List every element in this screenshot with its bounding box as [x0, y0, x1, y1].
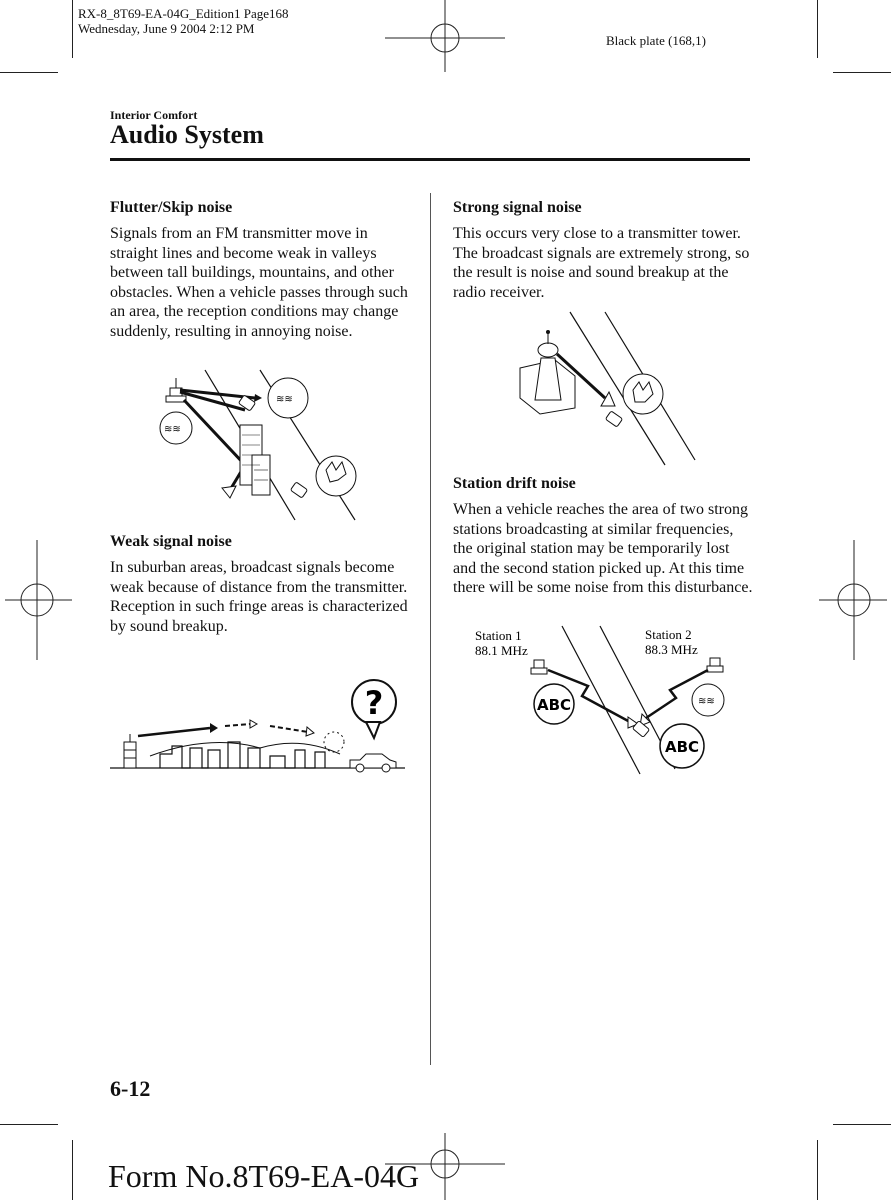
car-icon [350, 754, 396, 772]
weak-body: In suburban areas, broadcast signals become weak because of distance from the transmitter. Reception in such fringe areas is characterized by sound breakup. [110, 559, 408, 635]
flutter-section [110, 198, 410, 341]
flutter-figure [150, 370, 370, 525]
svg-text:≋≋: ≋≋ [276, 394, 293, 405]
station2-freq: 88.3 MHz [645, 642, 698, 657]
drift-body: When a vehicle reaches the area of two strong stations broadcasting at similar frequencies, the original station may be temporarily lost and the second station picked up. At this time there will be some noise from this disturbance. [453, 501, 753, 596]
svg-text:≋≋: ≋≋ [698, 696, 715, 707]
question-mark-icon [352, 680, 396, 738]
station-drift-figure [470, 624, 720, 784]
flutter-heading: Flutter/Skip noise [110, 199, 233, 216]
plate-info: Black plate (168,1) [606, 33, 706, 48]
transmitter-tower-icon [531, 660, 547, 674]
registration-target-icon [819, 540, 891, 660]
section-label: Interior Comfort [110, 108, 198, 122]
transmitter-tower-icon [124, 734, 136, 768]
file-info [78, 6, 289, 36]
strong-heading: Strong signal noise [453, 199, 582, 216]
strong-signal-figure [515, 310, 695, 470]
strong-body: This occurs very close to a transmitter tower. The broadcast signals are extremely strong, so the result is noise and sound breakup at the radio receiver. [453, 225, 750, 301]
registration-target-icon [385, 0, 505, 80]
car-icon [290, 482, 307, 498]
bubble-text-2: ABC [664, 738, 700, 756]
transmitter-tower-icon [520, 330, 575, 414]
strong-section [453, 198, 753, 302]
car-icon [605, 411, 622, 427]
file-line-2: Wednesday, June 9 2004 2:12 PM [78, 21, 255, 36]
weak-section [110, 532, 410, 636]
form-number: Form No.8T69-EA-04G [108, 1158, 420, 1194]
station1-name: Station 1 [475, 628, 522, 643]
weak-signal-figure [110, 676, 410, 776]
svg-text:?: ? [364, 684, 384, 722]
column-divider [430, 193, 431, 1065]
flutter-body: Signals from an FM transmitter move in straight lines and become weak in valleys between tall buildings, mountains, and other obstacles. When a vehicle passes through such an area, the reception conditions may change suddenly, resulting in annoying noise. [110, 225, 408, 340]
registration-target-icon [0, 540, 72, 660]
station2-name: Station 2 [645, 627, 692, 642]
transmitter-tower-icon [707, 658, 723, 672]
page-number: 6-12 [110, 1076, 151, 1101]
drift-section [453, 474, 753, 598]
drift-heading: Station drift noise [453, 475, 576, 492]
bubble-text-1: ABC [536, 696, 572, 714]
station1-freq: 88.1 MHz [475, 643, 528, 658]
title-rule [110, 158, 750, 161]
svg-text:≋≋: ≋≋ [164, 424, 181, 435]
page-title: Audio System [110, 120, 264, 149]
weak-heading: Weak signal noise [110, 533, 232, 550]
file-line-1: RX-8_8T69-EA-04G_Edition1 Page168 [78, 6, 289, 21]
